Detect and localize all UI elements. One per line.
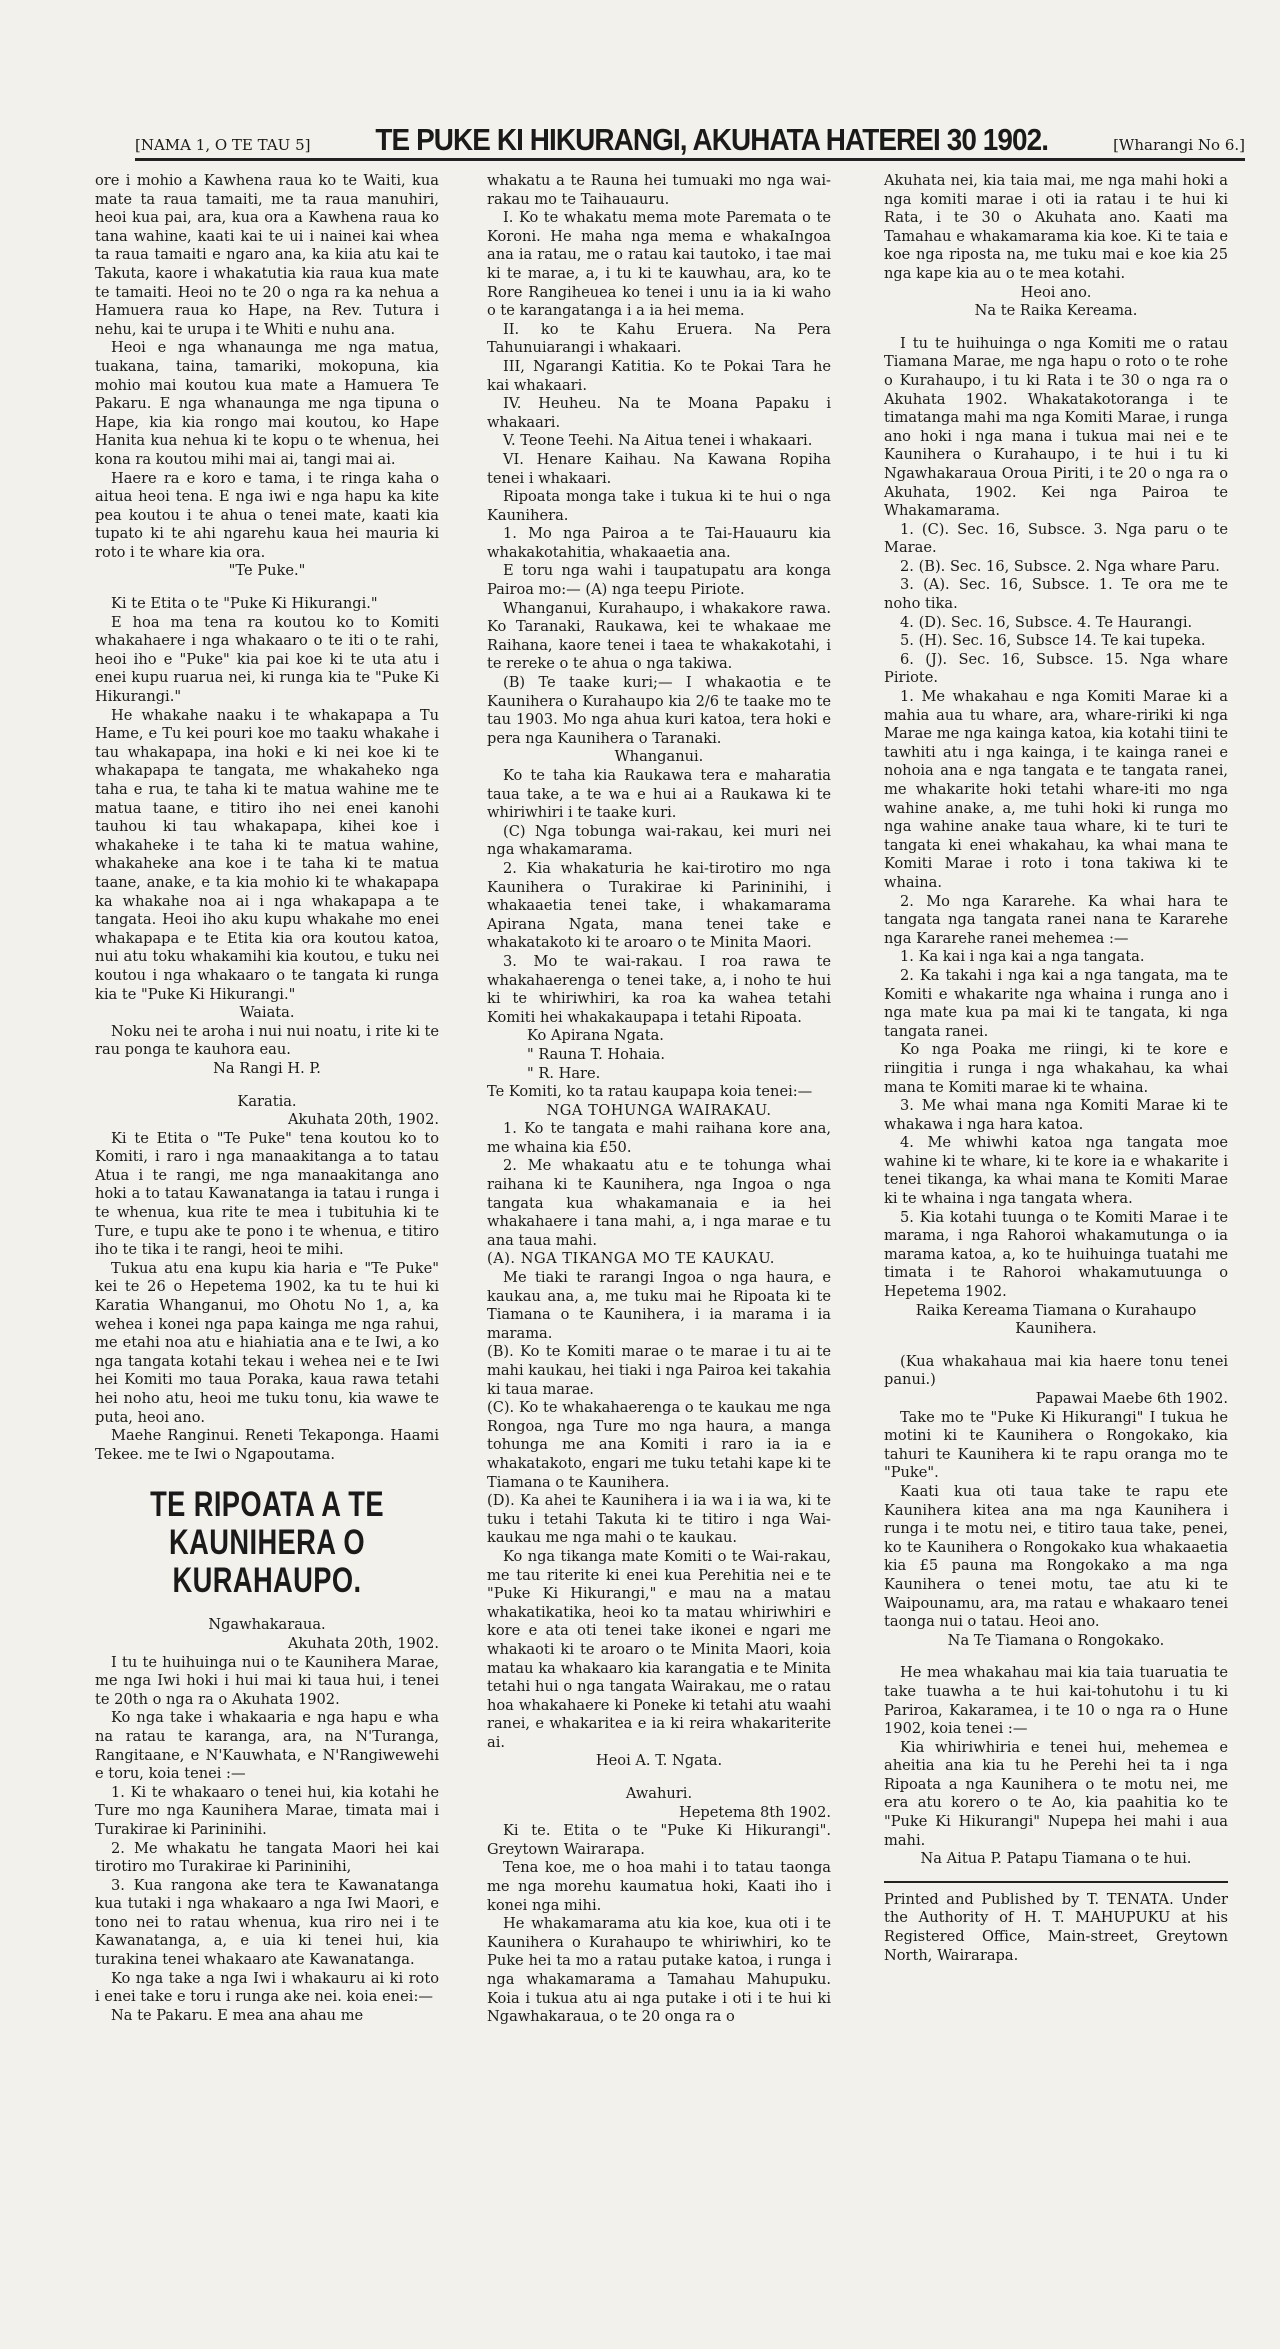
col1-paragraph: I tu te huihuinga nui o te Kaunihera Marae, me nga Iwi hoki i hui mai ki taua hui, i tenei te 20th o nga ra o Akuhata 1902. xyxy=(95,1653,439,1708)
col1-paragraph: Na te Pakaru. E mea ana ahau me xyxy=(111,2006,364,2024)
col2-signature: Ko Apirana Ngata. xyxy=(527,1027,664,1045)
col2-paragraph: He whakamarama atu kia koe, kua oti i te Kaunihera o Kurahaupo te whiriwhiri, ko te Puke hei ta mo a ratau putake katoa, i runga i nga whakamarama a Tamahau Mahupuku. Koia i tukua atu ai nga putake i oti i te hui ki Ngawhakaraua, o te 20 onga ra o xyxy=(487,1915,831,2026)
col2-paragraph: I. Ko te whakatu mema mote Paremata o te Koroni. He maha nga mema e whakaIngoa ana ia ratau, me o ratau kai tautoko, i tae mai ki te marae, a, i tu ki te kauwhau, ara, ko te Rore Rangiheuea ko tenei i unu ia ia ki waho o te karangatanga i a ia hei mema. xyxy=(487,209,831,320)
col3-list-item: 2. Ka takahi i nga kai a nga tangata, ma te Komiti e whakarite nga whaina i runga ano i nga mate kua pa mai ki te tangata, ki nga tangata ranei. xyxy=(884,966,1228,1040)
col3-list-item: 2. (B). Sec. 16, Subsce. 2. Nga whare Paru. xyxy=(900,557,1220,575)
col3-paragraph: Akuhata nei, kia taia mai, me nga mahi hoki a nga komiti marae i oti ia ratau i te hui ki Rata, i te 30 o Akuhata ano. Kaati ma Tamahau e whakamarama kia koe. Ki te taia e koe nga riposta na, me tuku mai e koe kia 25 nga kape kia au o te mea kotahi. xyxy=(884,172,1228,282)
col1-paragraph: Haere ra e koro e tama, i te ringa kaha o aitua heoi tena. E nga iwi e nga hapu ka kite pea koutou i te ahua o tenei mate, kaati kia tupato ki te ahi ngarehu kaua hei mauria ki roto i te whare kia ora. xyxy=(95,469,439,561)
col1-date: Akuhata 20th, 1902. xyxy=(288,1111,439,1129)
issue-number: [NAMA 1, O TE TAU 5] xyxy=(135,136,311,154)
masthead xyxy=(135,110,1245,161)
column-2 xyxy=(487,172,831,2027)
col3-list-item: 1. Ka kai i nga kai a nga tangata. xyxy=(900,948,1145,966)
col1-list-item: 2. Me whakatu he tangata Maori hei kai tirotiro mo Turakirae ki Parininihi, xyxy=(95,1839,439,1876)
col1-paragraph: ore i mohio a Kawhena raua ko te Waiti, kua mate ta raua tamaiti, me ta raua manuhiri, heoi kua pai, ara, kua ora a Kawhena raua ko tana wahine, kaati kai te ui i nainei kai whea ta raua tamaiti e ngaro ana, ka kiia atu kai te Takuta, kaore i whakatutia kia raua kua mate te tamaiti. Heoi no te 20 o nga ra ka nehua a Hamuera raua ko Hape, na Rev. Tutura i nehu, kai te urupa i te Whiti e nuhu ana. xyxy=(95,172,439,338)
col2-paragraph: Ko nga tikanga mate Komiti o te Wai-rakau, me tau riterite ki enei kua Perehitia nei e te "Puke Ki Hikurangi," e mau na a matau whakatikatika, heoi ko ta matau whiriwhiri e kore e ata oti tenei take ikonei e ngari me whakaoti ki te aroaro o te Minita Maori, koia matau ka whakaaro kia karangatia e te Minita tetahi hui o nga tangata Wairakau, me o ratau hoa whakahaere ki Poneke ki tetahi atu waahi ranei, e whakaritea e ia ki reira whakariterite ai. xyxy=(487,1547,831,1751)
col2-paragraph: 3. Mo te wai-rakau. I roa rawa te whakahaerenga o tenei take, a, i noho te hui ki te whiriwhiri, ka roa ka wahea tetahi Komiti hei whakakaupapa i tetahi Ripoata. xyxy=(487,952,831,1026)
col2-paragraph: (B) Te taake kuri;— I whakaotia e te Kaunihera o Kurahaupo kia 2/6 te taake mo te tau 1903. Mo nga ahua kuri katoa, tera hoki e pera nga Kaunihera o Taranaki. xyxy=(487,674,831,747)
col2-paragraph: VI. Henare Kaihau. Na Kawana Ropiha tenei i whakaari. xyxy=(487,450,831,487)
col1-paragraph: Ko nga take a nga Iwi i whakauru ai ki roto i enei take e toru i runga ake nei. koia enei:— xyxy=(95,1969,439,2006)
col2-subheading: Whanganui. xyxy=(614,748,704,766)
col2-subheading: NGA TOHUNGA WAIRAKAU. xyxy=(546,1101,772,1119)
col2-paragraph: IV. Heuheu. Na te Moana Papaku i whakaari. xyxy=(487,395,831,431)
col3-paragraph: He mea whakahau mai kia taia tuaruatia te take tuawha a te hui kai-tohutohu i tu ki Pariroa, Kakaramea, i te 10 o nga ra o Hune 1902, koia tenei :— xyxy=(884,1664,1228,1738)
col2-paragraph: E toru nga wahi i taupatupatu ara konga Pairoa mo:— (A) nga teepu Piriote. xyxy=(487,562,831,599)
col1-place-heading: Ngawhakaraua. xyxy=(208,1616,326,1634)
col2-paragraph: III, Ngarangi Katitia. Ko te Pokai Tara he kai whakaari. xyxy=(487,357,831,394)
col3-signature: Na Aitua P. Patapu Tiamana o te hui. xyxy=(920,1850,1192,1868)
col1-list-item: 1. Ki te whakaaro o tenei hui, kia kotahi he Ture mo nga Kaunihera Marae, timata mai i Turakirae ki Parininihi. xyxy=(95,1783,439,1838)
col3-paragraph: 1. Me whakahau e nga Komiti Marae ki a mahia aua tu whare, ara, whare-ririki ki nga Marae me nga kainga katoa, kia kotahi tiini te tawhiti atu i nga kainga, i te kainga ranei e nohoia ana e nga tangata e te tangata ranei, me whakarite hoki tetahi whare-iti mo nga wahine anake, a, me tuhi hoki ki runga mo nga wahine anake taua whare, ki te turi te tangata ki enei whakahau, ka whai mana te Komiti Marae i roto i tona takiwa ki te whaina. xyxy=(884,688,1228,891)
col3-signature: Na Te Tiamana o Rongokako. xyxy=(947,1631,1165,1649)
col2-paragraph: (C). Ko te whakahaerenga o te kaukau me nga Rongoa, nga Ture mo nga haura, a manga tohunga me ana Komiti i raro ia ia e whakatakoto, engari me tuku tetahi kape ki te Tiamana o te Kaunihera. xyxy=(487,1399,831,1491)
col3-date: Papawai Maebe 6th 1902. xyxy=(1035,1390,1228,1407)
col3-paragraph: 4. Me whiwhi katoa nga tangata moe wahine ki te whare, ki te kore ia e whakarite i tenei tikanga, ka whai mana te Komiti Marae ki te whaina i nga tangata whera. xyxy=(884,1134,1228,1208)
col1-paragraph: E hoa ma tena ra koutou ko to Komiti whakahaere i nga whakaaro o te iti o te rahi, heoi iho e "Puke" kia pai koe ki te uta atu i enei kupu ruarua nei, ki runga kia te "Puke Ki Hikurangi." xyxy=(95,613,439,706)
col3-signature: Raika Kereama Tiamana o Kurahaupo Kaunihera. xyxy=(915,1301,1197,1338)
col1-list-item: 3. Kua rangona ake tera te Kawanatanga kua tutaki i nga whakaaro a nga Iwi Maori, e tono nei to ratau whenua, kua riro nei i te Kawanatanga, a, e uia ki tenei hui, kia turakina tenei whakaaro ate Kawanatanga. xyxy=(95,1876,439,1969)
col1-paragraph: Heoi e nga whanaunga me nga matua, tuakana, taina, tamariki, mokopuna, kia mohio mai koutou kua mate a Hamuera Te Pakaru. E nga whanaunga me nga tipuna o Hape, kia kia rongo mai koutou, ko Hape Hanita kua nehua ki te kopu o te whenua, hei kona ra koutou mihi mai ai, tangi mai ai. xyxy=(95,339,439,468)
col2-paragraph: (B). Ko te Komiti marae o te marae i tu ai te mahi kaukau, hei tiaki i nga Pairoa kei takahia ki taua marae. xyxy=(487,1343,831,1398)
col2-paragraph: II. ko te Kahu Eruera. Na Pera Tahunuiarangi i whakaari. xyxy=(487,320,831,357)
col3-list-item: 3. (A). Sec. 16, Subsce. 1. Te ora me te noho tika. xyxy=(884,576,1228,613)
col2-place-heading: Awahuri. xyxy=(625,1785,693,1803)
col3-signature: Heoi ano. xyxy=(1020,283,1092,301)
col3-paragraph: 3. Me whai mana nga Komiti Marae ki te whakawa i nga hara katoa. xyxy=(884,1097,1228,1133)
col2-list-item: 2. Me whakaatu atu e te tohunga whai raihana ki te Kaunihera, nga Ingoa o nga tangata kua whakamanaia e ia hei whakahaere i tana mahi, a, i nga marae e tu ana taua mahi. xyxy=(487,1157,831,1249)
col3-signature: Na te Raika Kereama. xyxy=(974,302,1138,320)
col2-signature: Heoi A. T. Ngata. xyxy=(595,1752,723,1770)
col2-subheading: (A). NGA TIKANGA MO TE KAUKAU. xyxy=(487,1250,775,1268)
col2-paragraph: Ko te taha kia Raukawa tera e maharatia taua take, a te wa e hui ai a Raukawa ki te whiriwhiri i te taake kuri. xyxy=(487,767,831,822)
col1-paragraph: Ki te Etita o "Te Puke" tena koutou ko to Komiti, i raro i nga manaakitanga a to tatau Atua i te rangi, me nga manaakitanga ano hoki a to tatau Kawanatanga ia tatau i runga i te whenua, kua rite te mea i tubituhia ki te Ture, e tupu ake te pono i te whenua, e titiro iho te tika i te rangi, heoi te mihi. xyxy=(95,1129,439,1259)
col3-list-item: 6. (J). Sec. 16, Subsce. 15. Nga whare Piriote. xyxy=(884,650,1228,687)
column-3 xyxy=(884,172,1228,1965)
col3-paragraph: (Kua whakahaua mai kia haere tonu tenei panui.) xyxy=(884,1352,1228,1389)
col2-paragraph: 2. Kia whakaturia he kai-tirotiro mo nga Kaunihera o Turakirae ki Parininihi, i whakaaetia tenei take, i whakamarama Apirana Ngata, mana tenei take e whakatakoto ki te aroaro o te Minita Maori. xyxy=(487,859,831,952)
column-1 xyxy=(95,172,439,2025)
col3-paragraph: Kaati kua oti taua take te rapu ete Kaunihera kitea ana ma nga Kaunihera i runga i te motu nei, e titiro taua take, penei, ko te Kaunihera o Rongokako kua whakaaetia kia £5 pauna ma Rongokako a ma nga Kaunihera o tenei motu, tae atu ki te Waipounamu, ara, ma ratau e whakaaro tenei taonga nui o tatau. Heoi ano. xyxy=(884,1482,1228,1631)
col3-paragraph: Kia whiriwhiria e tenei hui, mehemea e aheitia ana kia tu he Perehi hei ta i nga Ripoata a nga Kaunihera o te motu nei, me era atu korero o te Ao, kia paahitia ko te "Puke Ki Hikurangi" Nupepa hei mahi i aua mahi. xyxy=(884,1738,1228,1849)
col2-paragraph: whakatu a te Rauna hei tumuaki mo nga wai-rakau mo te Taihauauru. xyxy=(487,172,831,208)
col2-paragraph: Ki te. Etita o te "Puke Ki Hikurangi". Greytown Wairarapa. xyxy=(487,1822,831,1858)
printer-imprint: Printed and Published by T. TENATA. Under the Authority of H. T. MAHUPUKU at his Registered Office, Main-street, Greytown North, Wairarapa. xyxy=(884,1890,1228,1964)
col2-date: Hepetema 8th 1902. xyxy=(679,1803,831,1821)
imprint-divider xyxy=(884,1881,1228,1883)
col3-paragraph: I tu te huihuinga o nga Komiti me o ratau Tiamana Marae, me nga hapu o roto o te rohe o Kurahaupo, i tu ki Rata i te 30 o nga ra o Akuhata 1902. Whakatakotoranga i te timatanga mahi ma nga Komiti Marae, i runga ano hoki i nga mana i tukua mai nei e te Kaunihera o Kurahaupo, i te hui i tu ki Ngawhakaraua Oroua Piriti, i te 20 o nga ra o Akuhata, 1902. Kei nga Pairoa te Whakamarama. xyxy=(884,334,1228,520)
col1-place-heading: Karatia. xyxy=(237,1092,297,1110)
col3-paragraph: 5. Kia kotahi tuunga o te Komiti Marae i te marama, i nga Rahoroi whakamutunga o ia marama katoa, a, ko te huihuinga tuatahi me timata i te Rahoroi whakamutuunga o Hepetema 1902. xyxy=(884,1208,1228,1301)
col2-signature: " R. Hare. xyxy=(527,1064,601,1082)
col2-paragraph: Te Komiti, ko ta ratau kaupapa koia tenei:— xyxy=(487,1083,813,1101)
col1-signature: Maehe Ranginui. Reneti Tekaponga. Haami Tekee. me te Iwi o Ngapoutama. xyxy=(95,1427,439,1463)
col2-paragraph: Ripoata monga take i tukua ki te hui o nga Kaunihera. xyxy=(487,488,831,524)
col1-signature: "Te Puke." xyxy=(228,562,306,580)
col1-letter-heading: Ki te Etita o te "Puke Ki Hikurangi." xyxy=(111,595,378,613)
col2-list-item: 1. Ko te tangata e mahi raihana kore ana, me whaina kia £50. xyxy=(487,1120,831,1156)
col3-list-item: 5. (H). Sec. 16, Subsce 14. Te kai tupeka. xyxy=(900,632,1206,650)
col1-paragraph: Ko nga take i whakaaria e nga hapu e wha na ratau te karanga, ara, na N'Turanga, Rangitaane, e N'Kauwhata, e N'Rangiwewehi e toru, koia tenei :— xyxy=(95,1709,439,1783)
col2-paragraph: 1. Mo nga Pairoa a te Tai-Hauauru kia whakakotahitia, whakaaetia ana. xyxy=(487,525,831,561)
col2-paragraph: Tena koe, me o hoa mahi i to tatau taonga me nga morehu kaumatua hoki, Kaati iho i konei nga mihi. xyxy=(487,1859,831,1914)
col2-signature: " Rauna T. Hohaia. xyxy=(527,1045,665,1063)
col3-paragraph: 2. Mo nga Kararehe. Ka whai hara te tangata nga tangata ranei nana te Kararehe nga Kararehe ranei mehemea :— xyxy=(884,892,1228,947)
col3-paragraph: Take mo te "Puke Ki Hikurangi" I tukua he motini ki te Kaunihera o Rongokako, kia tahuri te Kaunihera ki te rapu oranga mo te "Puke". xyxy=(884,1408,1228,1482)
col2-paragraph: (C) Nga tobunga wai-rakau, kei muri nei nga whakamarama. xyxy=(487,822,831,859)
col1-paragraph: He whakahe naaku i te whakapapa a Tu Hame, e Tu kei pouri koe mo taaku whakahe i tau whakapapa, ina hoki e ki nei koe ki te whakapapa te tangata, me whakaheko nga taha e rua, te taha ki te matua wahine me te matua taane, e titiro iho nei enei kanohi tauhou ki tau whakapapa, kihei koe i whakaheke i te taha ki te matua wahine, whakaheke ana koe i te taha ki te matua taane, anake, e ta kia mohio ki te whakapapa ka whakahe noa ai i nga whakapapa a te tangata. Heoi iho aku kupu whakahe mo enei whakapapa e te Etita kia ora koutou katoa, nui atu toku whakamihi kia koutou, e tuku nei koutou i nga whakaaro o te tangata ki runga kia te "Puke Ki Hikurangi." xyxy=(95,706,439,1003)
col1-signature: Na Rangi H. P. xyxy=(213,1059,321,1077)
page-number: [Wharangi No 6.] xyxy=(1113,136,1245,154)
col2-paragraph: V. Teone Teehi. Na Aitua tenei i whakaari. xyxy=(503,432,813,450)
col1-date: Akuhata 20th, 1902. xyxy=(288,1634,439,1652)
col3-paragraph: Ko nga Poaka me riingi, ki te kore e riingitia i runga i nga whakahau, ka whai mana te Komiti marae ki te whaina. xyxy=(884,1041,1228,1096)
section-heading: TE RIPOATA A TE KAUNIHERA O KURAHAUPO. xyxy=(150,1485,384,1601)
col2-paragraph: Whanganui, Kurahaupo, i whakakore rawa. Ko Taranaki, Raukawa, kei te whakaae me Raihana, kaore tenei i taea te whakakotahi, i te rereke o te ahua o nga takiwa. xyxy=(487,599,831,673)
col2-paragraph: Me tiaki te rarangi Ingoa o nga haura, e kaukau ana, a, me tuku mai he Ripoata ki te Tiamana o te Kaunihera, i ia marama i ia marama. xyxy=(487,1269,831,1342)
newspaper-title: TE PUKE KI HIKURANGI, AKUHATA HATEREI 30 1902. xyxy=(375,122,1049,157)
col3-list-item: 1. (C). Sec. 16, Subsce. 3. Nga paru o te Marae. xyxy=(884,520,1228,557)
col2-paragraph: (D). Ka ahei te Kaunihera i ia wa i ia wa, ki te tuku i tetahi Takuta ki te titiro i nga Wai-kaukau me nga mahi o te kaukau. xyxy=(487,1492,831,1547)
col1-paragraph: Tukua atu ena kupu kia haria e "Te Puke" kei te 26 o Hepetema 1902, ka tu te hui ki Karatia Whanganui, mo Ohotu No 1, a, ka wehea i konei nga papa kainga me nga rahui, me etahi noa atu e hiahiatia ana e te Iwi, a ko nga tangata kotahi tekau i wehea nei e te Iwi hei Komiti mo taua Poraka, kaua rawa tetahi hei noho atu, heoi me tuku tonu, kia wawe te puta, heoi ano. xyxy=(95,1259,439,1426)
col1-paragraph: Noku nei te aroha i nui nui noatu, i rite ki te rau ponga te kauhora eau. xyxy=(95,1022,439,1059)
col1-waiata-heading: Waiata. xyxy=(239,1004,295,1022)
col3-list-item: 4. (D). Sec. 16, Subsce. 4. Te Haurangi. xyxy=(900,613,1193,631)
